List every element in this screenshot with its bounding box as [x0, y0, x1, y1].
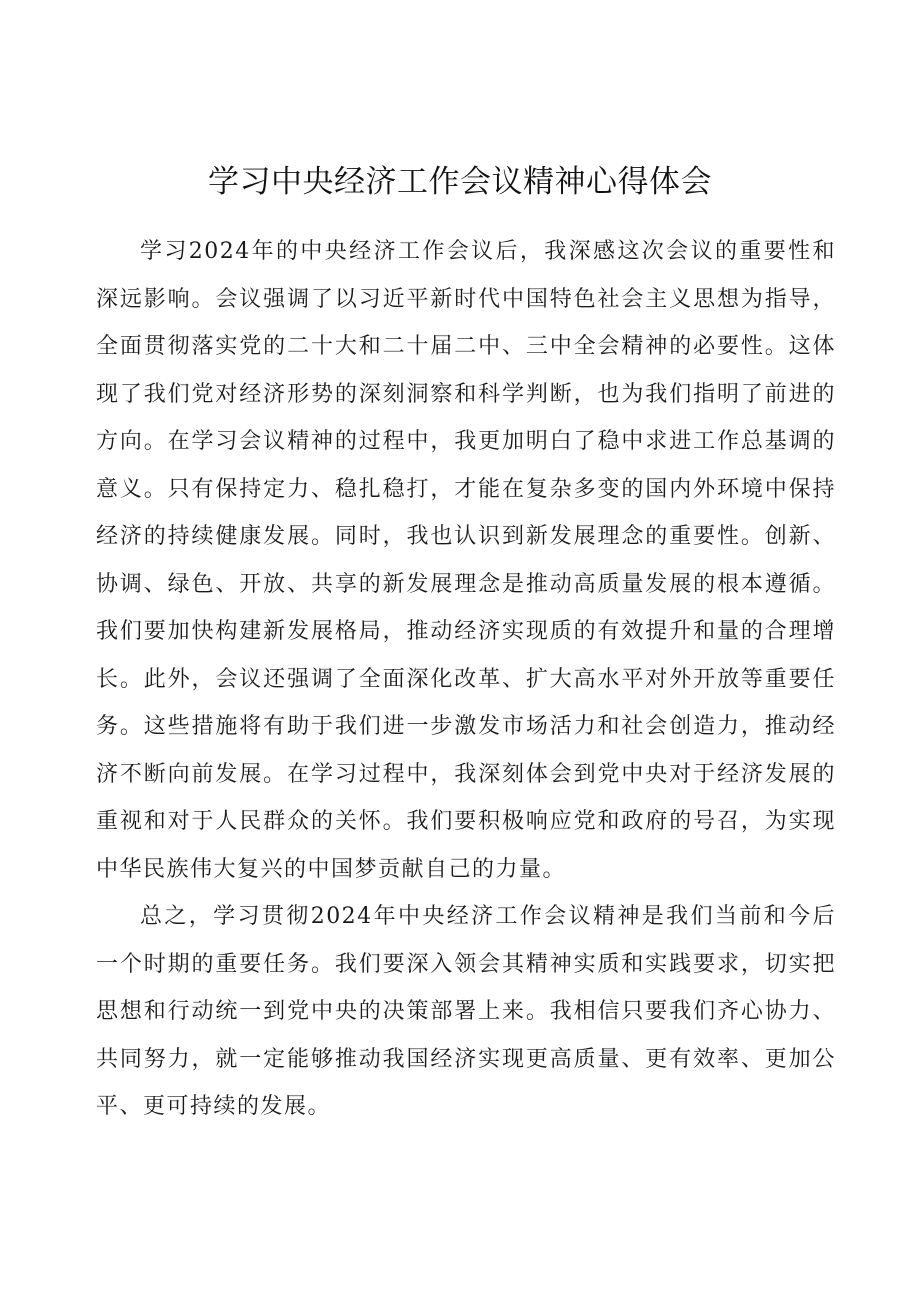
document-body: [96, 228, 836, 1131]
body-paragraph-2: 总之，学习贯彻2024年中央经济工作会议精神是我们当前和今后一个时期的重要任务。我们要深入领会其精神实质和实践要求，切实把思想和行动统一到党中央的决策部署上来。我相信只要我们齐心协力、共同努力，就一定能够推动我国经济实现更高质量、更有效率、更加公平、更可持续的发展。: [96, 904, 836, 1119]
document-title: 学习中央经济工作会议精神心得体会: [208, 164, 712, 200]
body-paragraph-1: 学习2024年的中央经济工作会议后，我深感这次会议的重要性和深远影响。会议强调了以习近平新时代中国特色社会主义思想为指导，全面贯彻落实党的二十大和二十届二中、三中全会精神的必要性。这体现了我们党对经济形势的深刻洞察和科学判断，也为我们指明了前进的方向。在学习会议精神的过程中，我更加明白了稳中求进工作总基调的意义。只有保持定力、稳扎稳打，才能在复杂多变的国内外环境中保持经济的持续健康发展。同时，我也认识到新发展理念的重要性。创新、协调、绿色、开放、共享的新发展理念是推动高质量发展的根本遵循。我们要加快构建新发展格局，推动经济实现质的有效提升和量的合理增长。此外，会议还强调了全面深化改革、扩大高水平对外开放等重要任务。这些措施将有助于我们进一步激发市场活力和社会创造力，推动经济不断向前发展。在学习过程中，我深刻体会到党中央对于经济发展的重视和对于人民群众的关怀。我们要积极响应党和政府的号召，为实现中华民族伟大复兴的中国梦贡献自己的力量。: [96, 239, 836, 882]
